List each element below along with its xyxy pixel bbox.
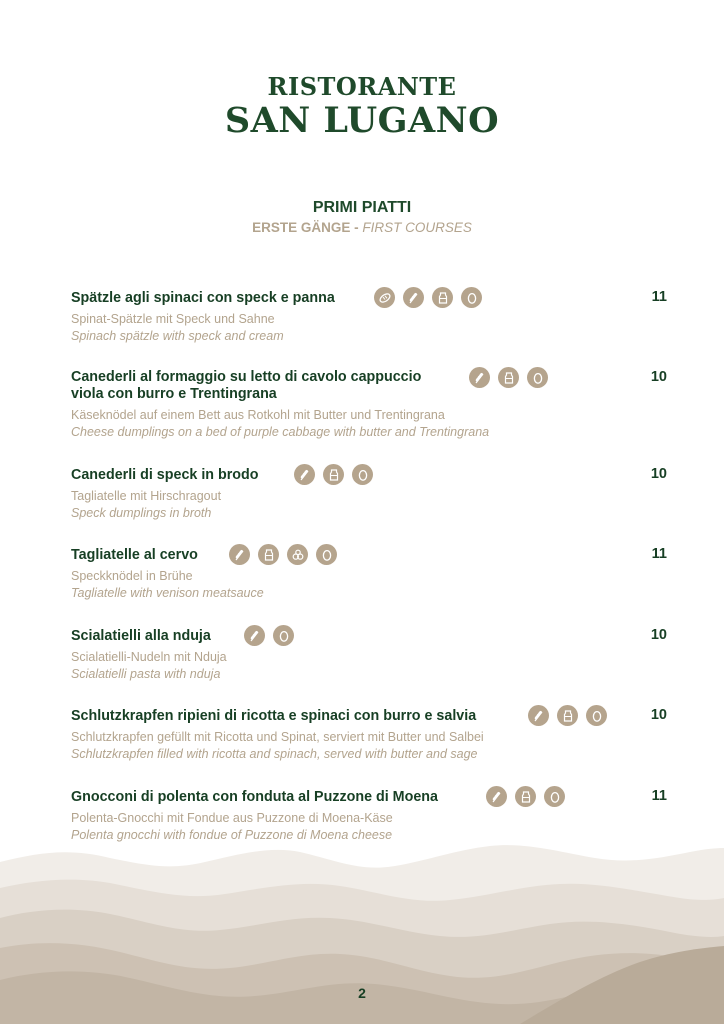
dish-item — [71, 788, 671, 844]
dish-name — [71, 369, 671, 403]
dish-price: 10 — [650, 627, 667, 643]
milk-icon — [258, 544, 279, 565]
dish-description-de: Speckknödel in Brühe — [71, 569, 193, 583]
dish-description-en: Cheese dumplings on a bed of purple cabbage with butter and Trentingrana — [71, 425, 490, 439]
dish-name: Gnocconi di polenta con fonduta al Puzzone di Moena — [71, 789, 438, 805]
section-subtitle-en: FIRST COURSES — [362, 220, 472, 235]
milk-icon — [557, 705, 578, 726]
allergen-icons — [374, 287, 482, 308]
dish-name-line-2: viola con burro e Trentingrana — [71, 386, 277, 402]
allergen-icons — [528, 705, 607, 726]
dish-item — [71, 369, 671, 441]
dish-name-line-1: Canederli al formaggio su letto di cavolo cappuccio — [71, 369, 422, 385]
dish-name: Schlutzkrapfen ripieni di ricotta e spinaci con burro e salvia — [71, 708, 477, 724]
bread-icon — [374, 287, 395, 308]
dish-item — [71, 707, 671, 763]
dish-price: 11 — [651, 788, 667, 804]
dish-description-de: Käseknödel auf einem Bett aus Rotkohl mit Butter und Trentingrana — [71, 408, 445, 422]
dish-name: Canederli di speck in brodo — [71, 467, 259, 483]
dish-item — [71, 546, 671, 602]
wheat-icon — [244, 625, 265, 646]
dish-name: Tagliatelle al cervo — [71, 547, 198, 563]
egg-icon — [273, 625, 294, 646]
dish-description-en: Schlutzkrapfen filled with ricotta and spinach, served with butter and sage — [71, 747, 478, 761]
restaurant-logo — [0, 72, 724, 140]
dish-item — [71, 466, 671, 522]
milk-icon — [498, 367, 519, 388]
section-title: PRIMI PIATTI — [312, 199, 412, 216]
section-subtitle-de: ERSTE GÄNGE - — [252, 220, 359, 235]
wheat-icon — [528, 705, 549, 726]
section-header — [0, 198, 724, 237]
section-subtitle — [0, 219, 724, 237]
dish-name: Scialatielli alla nduja — [71, 628, 211, 644]
dish-name: Spätzle agli spinaci con speck e panna — [71, 290, 335, 306]
allergen-icons — [294, 464, 373, 485]
dish-description-en: Tagliatelle with venison meatsauce — [71, 586, 264, 600]
page-number: 2 — [358, 985, 366, 1001]
dish-price: 10 — [650, 466, 667, 482]
egg-icon — [544, 786, 565, 807]
allergen-icons — [229, 544, 337, 565]
wheat-icon — [486, 786, 507, 807]
dish-description-de: Spinat-Spätzle mit Speck und Sahne — [71, 312, 275, 326]
egg-icon — [586, 705, 607, 726]
wheat-icon — [403, 287, 424, 308]
egg-icon — [352, 464, 373, 485]
dish-description-en: Spinach spätzle with speck and cream — [71, 329, 284, 343]
dish-price: 10 — [650, 707, 667, 723]
wheat-icon — [469, 367, 490, 388]
egg-icon — [461, 287, 482, 308]
dish-price: 11 — [651, 289, 667, 305]
dish-description-de: Tagliatelle mit Hirschragout — [71, 489, 222, 503]
wheat-icon — [294, 464, 315, 485]
dish-price: 11 — [651, 546, 667, 562]
milk-icon — [323, 464, 344, 485]
restaurant-name-main: SAN LUGANO — [224, 100, 500, 141]
dish-description-de: Polenta-Gnocchi mit Fondue aus Puzzone di Moena-Käse — [71, 811, 393, 825]
milk-icon — [515, 786, 536, 807]
dish-description-de: Schlutzkrapfen gefüllt mit Ricotta und Spinat, serviert mit Butter und Salbei — [71, 730, 484, 744]
allergen-icons — [244, 625, 294, 646]
wheat-icon — [229, 544, 250, 565]
dish-description-de: Scialatielli-Nudeln mit Nduja — [71, 650, 227, 664]
dish-description-en: Speck dumplings in broth — [71, 506, 212, 520]
dish-item — [71, 627, 671, 683]
dish-description-en: Scialatielli pasta with nduja — [71, 667, 221, 681]
milk-icon — [432, 287, 453, 308]
egg-icon — [316, 544, 337, 565]
allergen-icons — [486, 786, 565, 807]
egg-icon — [527, 367, 548, 388]
allergen-icons — [469, 367, 548, 388]
dish-price: 10 — [650, 369, 667, 385]
dish-item — [71, 289, 671, 345]
dish-description-en: Polenta gnocchi with fondue of Puzzone di Moena cheese — [71, 828, 393, 842]
celery-icon — [287, 544, 308, 565]
restaurant-name-top: RISTORANTE — [267, 72, 457, 101]
